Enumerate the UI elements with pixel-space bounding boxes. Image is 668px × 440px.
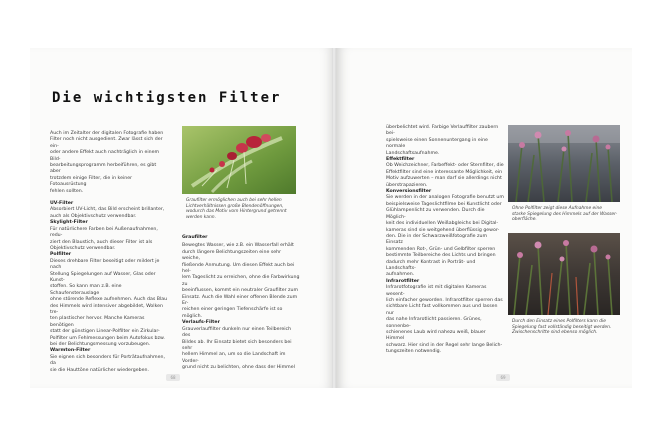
text-line: spielsweise einen Sonnenuntergang in eine normale	[386, 137, 488, 150]
polfilter-heading: Polfilter	[50, 252, 72, 258]
text-line: beispielsweise Tageslichtfilme bei Kunstlicht oder	[386, 201, 502, 207]
text-line: stoffen. So kann man z.B. eine Schaufensterauslage	[50, 284, 122, 296]
text-line: des Himmels wird intensiver abgebildet, Wolken tre-	[50, 303, 163, 315]
water-caption-2	[512, 319, 626, 336]
text-line: Glühlampenlicht zu verwenden. Durch die Möglich-	[386, 208, 485, 220]
text-line: überstrapazieren.	[386, 182, 428, 188]
text-line: Effektfilter sind eine interessante Möglichkeit, ein	[386, 169, 503, 175]
text-line: kameras sind sie weitgehend überflüssig gewor-	[386, 227, 500, 233]
page-number-left: 68	[166, 374, 180, 381]
text-line: lich einfacher geworden. Infrarotfilter sperren das	[386, 297, 503, 303]
text-line: fehlen sollten.	[50, 188, 84, 194]
text-line: überbelichtet wird. Farbige Verlauffilter zaubern bei-	[386, 125, 499, 137]
caption-line: Zwischenschritte sind ebenso möglich.	[512, 330, 598, 336]
text-line: hellem Himmel an, um so die Landschaft im Vorder-	[182, 352, 286, 364]
text-line: das nahe Infrarotlicht passieren. Grünes, sonnenbe-	[386, 317, 482, 329]
text-line: sie die Hauttöne natürlicher wiedergeben.	[50, 367, 149, 373]
text-line: sichtbare Licht fast vollkommen aus und lassen nur	[386, 304, 498, 316]
caption-line: werden kann.	[186, 214, 216, 220]
caption-line: Durch den Einsatz eines Polfilters kann die	[512, 319, 606, 324]
text-line: lem Tageslicht zu erreichen, ohne die Farbwirkung zu	[182, 275, 300, 287]
text-line: schwarz. Hier sind in der Regel sehr lange Belich-	[386, 342, 503, 348]
left-page	[30, 48, 334, 388]
caption-line: oberfläche.	[512, 217, 537, 223]
text-line: Absorbiert UV-Licht, das Bild erscheint brillanter,	[50, 207, 165, 213]
text-line: Polfilter um Fehlmessungen beim Autofokus bzw.	[50, 335, 165, 341]
text-line: kommenden Rot-, Grün- und Gelbfilter sperren	[386, 246, 496, 252]
caption-line: Spiegelung fast vollständig beseitigt werden.	[512, 324, 612, 330]
text-line: tungszeiten notwendig.	[386, 349, 442, 355]
text-line: Ob Weichzeichner, Farbeffekt- oder Sternfilter, die	[386, 163, 504, 169]
intro-paragraph	[50, 131, 168, 195]
text-line: aufnahmen.	[386, 272, 415, 278]
caption-line: wodurch das Motiv vom Hintergrund getrennt	[186, 209, 287, 215]
skylight-filter-heading: Skylight-Filter	[50, 220, 88, 226]
text-line: trotzdem einige Filter, die in keiner Fotoausrüstung	[50, 175, 133, 188]
text-line: bearbeitungsprogramm herbeiführen, es gibt aber	[50, 163, 157, 175]
text-line: Sie werden in der analogen Fotografie benutzt um	[386, 195, 504, 201]
left-column-2	[182, 235, 300, 372]
text-line: Einsatz. Auch die Wahl einer offenen Blende zum Er-	[182, 294, 298, 307]
text-line: beeinflussen, kommt ein neutraler Graufilter zum	[182, 288, 299, 294]
book-spread	[30, 48, 632, 388]
flower-photo	[182, 126, 296, 194]
text-line: Stellung Spiegelungen auf Wasser, Glas oder Kunst-	[50, 271, 156, 283]
text-line: fließende Anmutung. Um diesen Effekt auch bei hel-	[182, 262, 295, 275]
caption-line: starke Spiegelung des Himmels auf der Wasser-	[512, 211, 618, 217]
text-line: Filter noch nicht ausgedient. Zwar lässt sich der ein-	[50, 137, 163, 149]
water-image-1	[508, 125, 620, 202]
text-line: Auch im Zeitalter der digitalen Fotografie haben	[50, 131, 164, 136]
text-line: Objektivschutz verwendbar.	[50, 245, 116, 251]
text-line: ohne störende Reflexe aufnehmen. Auch das Blau	[50, 297, 168, 303]
effektfilter-heading: Effektfilter	[386, 157, 415, 163]
text-line: reichen einer geringen Tiefenschärfe ist so möglich.	[182, 307, 283, 319]
text-line: bei der Belichtungsmessung vorzubeugen.	[50, 342, 151, 347]
text-line: Für natürlichere Farben bei Außenaufnahmen, redu-	[50, 226, 158, 239]
text-line: grund nicht zu belichten, ohne dass der Himmel	[182, 365, 295, 371]
warmton-filter-heading: Warmton-Filter	[50, 348, 91, 354]
text-line: schienenes Laub wird nahezu weiß, blauer Himmel	[386, 330, 486, 342]
uv-filter-heading: UV-Filter	[50, 201, 74, 207]
page-title: Die wichtigsten Filter	[52, 90, 282, 106]
caption-line: Ohne Polfilter zeigt diese Aufnahme eine	[512, 206, 602, 211]
text-line: bestimmte Teilbereiche des Lichts und bringen	[386, 253, 496, 259]
water-photo-without-polfilter	[508, 125, 620, 202]
text-line: statt der günstigen Linear-Polfilter ein Zirkular-	[50, 329, 160, 335]
left-column-1	[50, 131, 168, 374]
text-line: Bildes ab. Ihr Einsatz bietet sich besonders bei sehr	[182, 339, 292, 351]
text-line: den. Die in der Schwarzweißfotografie zum Einsatz	[386, 233, 488, 246]
text-line: Grauverlauffilter dunkeln nur einen Teilbereich des	[182, 326, 292, 339]
text-line: Sie eignen sich besonders für Porträtaufnahmen, da	[50, 354, 165, 367]
text-line: Bewegtes Wasser, wie z.B. ein Wasserfall erhält	[182, 243, 294, 249]
konversionsfilter-heading: Konversionsfilter	[386, 189, 432, 195]
flower-caption	[186, 198, 298, 220]
water-photo-with-polfilter	[508, 233, 620, 315]
text-line: keit des individuellen Weißabgleichs bei Digital-	[386, 221, 499, 227]
text-line: dadurch mehr Kontrast in Porträt- und Landschafts-	[386, 259, 476, 271]
water-image-2	[508, 233, 620, 315]
text-line: auch als Objektivschutz verwendbar.	[50, 213, 137, 219]
infrarotfilter-heading: Infrarotfilter	[386, 278, 420, 284]
right-column-1	[386, 125, 504, 356]
water-caption-1	[512, 206, 626, 223]
caption-line: Lichtverhältnissen große Blendenöffnungen,	[186, 203, 284, 209]
flower-image	[182, 126, 296, 194]
verlaufs-filter-heading: Verlaufs-Filter	[182, 320, 220, 326]
text-line: Infrarotfotografie ist mit digitalen Kameras wesent-	[386, 285, 487, 297]
graufilter-heading: Graufilter	[182, 235, 208, 240]
page-number-right: 69	[496, 374, 510, 381]
right-page	[336, 48, 632, 388]
text-line: oder andere Effekt auch nachträglich in einem Bild-	[50, 150, 160, 162]
text-line: ten plastischer hervor. Manche Kameras benötigen	[50, 316, 145, 328]
text-line: Landschaftsaufnahme.	[386, 150, 440, 156]
text-line: Dieses drehbare Filter beseitigt oder mildert je nach	[50, 258, 160, 271]
text-line: durch längere Belichtungszeiten eine sehr weiche,	[182, 249, 282, 262]
text-line: Motiv aufzuwerten – man darf sie allerdings nicht	[386, 176, 502, 182]
caption-line: Graufilter ermöglichen auch bei sehr hellen	[186, 198, 282, 203]
text-line: ziert den Blaustich, auch dieser Filter ist als	[50, 239, 153, 245]
